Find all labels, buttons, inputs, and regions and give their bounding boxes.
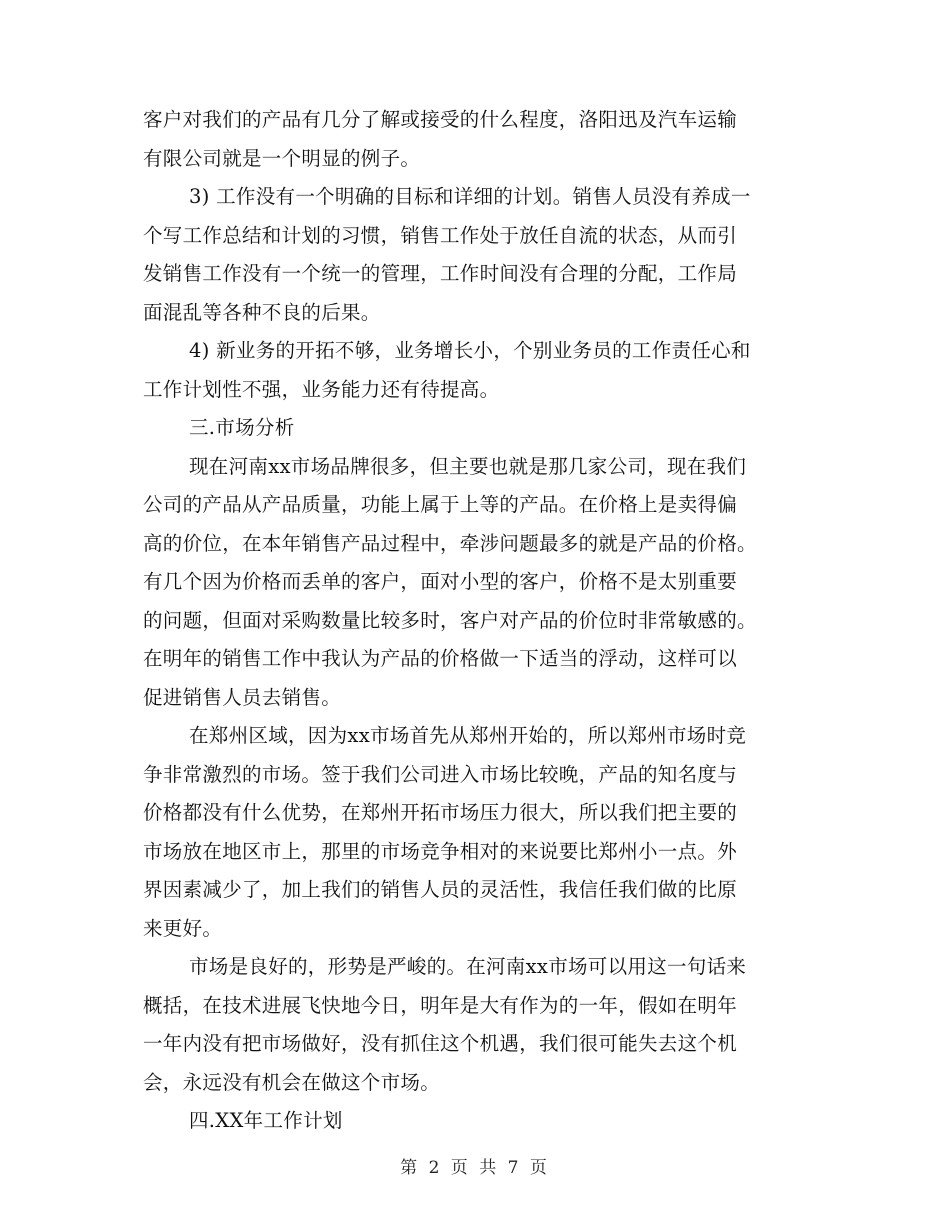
text-line: 客户对我们的产品有几分了解或接受的什么程度，洛阳迅及汽车运输 (143, 108, 738, 131)
text-line: 公司的产品从产品质量，功能上属于上等的产品。在价格上是卖得偏 (143, 493, 738, 516)
text-line: 争非常激烈的市场。签于我们公司进入市场比较晚，产品的知名度与 (143, 762, 738, 786)
text-line: 有限公司就是一个明显的例子。 (143, 146, 421, 170)
section-heading: 三.市场分析 (189, 416, 295, 439)
text-line: 工作计划性不强，业务能力还有待提高。 (143, 377, 500, 401)
document-body (143, 101, 808, 1141)
text-line: 个写工作总结和计划的习惯，销售工作处于放任自流的状态，从而引 (143, 223, 738, 247)
text-line: 的问题，但面对采购数量比较多时，客户对产品的价位时非常敏感的。 (143, 608, 757, 632)
text-line: 概括，在技术进展飞快地今日，明年是大有作为的一年，假如在明年 (143, 993, 738, 1017)
text-line: 界因素减少了，加上我们的销售人员的灵活性，我信任我们做的比原 (143, 878, 738, 901)
text-line: 现在河南xx市场品牌很多，但主要也就是那几家公司，现在我们 (189, 454, 747, 478)
text-line: 4) 新业务的开拓不够，业务增长小，个别业务员的工作责任心和 (189, 339, 751, 362)
text-line: 会，永远没有机会在做这个市场。 (143, 1070, 441, 1094)
text-line: 在郑州区域，因为xx市场首先从郑州开始的，所以郑州市场时竞 (189, 724, 747, 747)
text-line: 来更好。 (143, 916, 223, 940)
text-line: 市场是良好的，形势是严峻的。在河南xx市场可以用这一句话来 (189, 955, 747, 978)
text-line: 促进销售人员去销售。 (143, 685, 342, 709)
section-heading: 四.XX年工作计划 (189, 1109, 343, 1132)
page-number-footer: 第 2 页 共 7 页 (400, 1158, 550, 1178)
text-line: 高的价位，在本年销售产品过程中，牵涉问题最多的就是产品的价格。 (143, 531, 757, 555)
text-line: 价格都没有什么优势，在郑州开拓市场压力很大，所以我们把主要的 (143, 801, 738, 824)
text-line: 一年内没有把市场做好，没有抓住这个机遇，我们很可能失去这个机 (143, 1032, 738, 1055)
text-line: 在明年的销售工作中我认为产品的价格做一下适当的浮动，这样可以 (143, 647, 738, 670)
text-line: 市场放在地区市上，那里的市场竞争相对的来说要比郑州小一点。外 (143, 839, 738, 863)
text-line: 面混乱等各种不良的后果。 (143, 300, 381, 324)
text-line: 3) 工作没有一个明确的目标和详细的计划。销售人员没有养成一 (189, 185, 751, 208)
text-line: 发销售工作没有一个统一的管理，工作时间没有合理的分配，工作局 (143, 262, 738, 285)
text-line: 有几个因为价格而丢单的客户，面对小型的客户，价格不是太别重要 (143, 570, 738, 593)
